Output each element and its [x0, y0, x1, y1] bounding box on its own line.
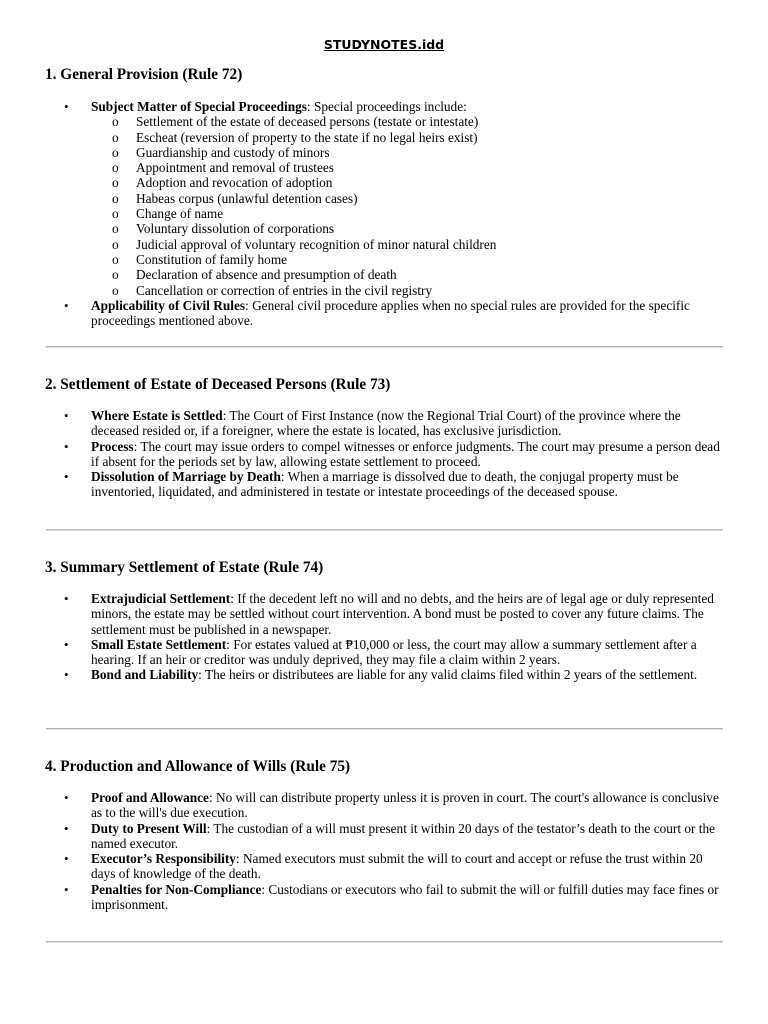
- list-item: [0, 790, 768, 821]
- sub-list-item: [91, 160, 722, 175]
- list-item: [0, 591, 768, 637]
- bullet-icon: •: [64, 99, 69, 114]
- list-item: [0, 637, 768, 668]
- sub-list-item: [91, 283, 722, 298]
- sub-item-text: Settlement of the estate of deceased persons (testate or intestate): [136, 114, 479, 130]
- item-text: : The court may issue orders to compel witnesses or enforce judgments. The court may presume a person dead if absent for the periods set by law, allowing estate settlement to proceed.: [91, 438, 720, 469]
- sub-list-item: [91, 191, 722, 206]
- item-label: Duty to Present Will: [91, 820, 207, 836]
- item-label: Where Estate is Settled: [91, 408, 223, 423]
- sub-item-text: Appointment and removal of trustees: [136, 160, 334, 176]
- item-label: Small Estate Settlement: [91, 636, 227, 652]
- sub-list-item: [91, 252, 722, 267]
- item-label: Extrajudicial Settlement: [91, 591, 231, 606]
- sub-item-text: Escheat (reversion of property to the state if no legal heirs exist): [136, 129, 478, 145]
- list-item: [0, 298, 768, 329]
- circle-bullet-icon: o: [112, 190, 119, 206]
- bullet-list: [0, 790, 768, 912]
- item-label: Applicability of Civil Rules: [91, 297, 246, 313]
- sub-list-item: [91, 130, 722, 145]
- list-item: [0, 882, 768, 913]
- item-label: Proof and Allowance: [91, 790, 209, 805]
- item-text: : Named executors must submit the will to court and accept or refuse the trust within 20 days of knowledge of the death.: [91, 851, 703, 882]
- item-text: : Custodians or executors who fail to submit the will or fulfill duties may face fines or imprisonment.: [91, 881, 719, 913]
- sub-list-item: [91, 145, 722, 160]
- sub-item-text: Adoption and revocation of adoption: [136, 175, 333, 191]
- sub-list-item: [91, 221, 722, 236]
- item-text: : For estates valued at ₱10,000 or less, the court may allow a summary settlement after a hearing. If an heir or creditor was unduly deprived, they may file a claim within 2 years.: [91, 636, 697, 668]
- sub-item-text: Declaration of absence and presumption of death: [136, 267, 397, 283]
- item-text: : The custodian of a will must present it within 20 days of the testator’s death to the court or the named executor.: [91, 820, 715, 851]
- document-header: STUDYNOTES.idd: [323, 37, 445, 52]
- bullet-list: [0, 99, 768, 328]
- item-label: Penalties for Non-Compliance: [91, 881, 262, 897]
- circle-bullet-icon: o: [112, 206, 119, 222]
- sub-item-text: Constitution of family home: [136, 251, 288, 267]
- circle-bullet-icon: o: [112, 114, 119, 130]
- bullet-icon: •: [64, 408, 69, 423]
- section-title: 3. Summary Settlement of Estate (Rule 74): [45, 559, 324, 576]
- sub-item-text: Change of name: [136, 206, 224, 222]
- sub-list-item: [91, 237, 722, 252]
- circle-bullet-icon: o: [112, 129, 119, 145]
- item-label: Process: [91, 438, 134, 454]
- sub-item-text: Voluntary dissolution of corporations: [136, 221, 335, 237]
- list-item: [0, 99, 768, 298]
- list-item: [0, 851, 768, 882]
- sub-list: [91, 114, 722, 298]
- sub-list-item: [91, 175, 722, 190]
- bullet-icon: •: [64, 297, 69, 313]
- list-item: [0, 821, 768, 852]
- sub-item-text: Cancellation or correction of entries in the civil registry: [136, 282, 433, 298]
- section-divider: [46, 529, 723, 531]
- section-title: 2. Settlement of Estate of Deceased Persons (Rule 73): [45, 376, 391, 393]
- section-divider: [46, 941, 723, 943]
- item-label: Bond and Liability: [91, 667, 199, 683]
- bullet-icon: •: [64, 591, 69, 606]
- circle-bullet-icon: o: [112, 221, 119, 237]
- circle-bullet-icon: o: [112, 144, 119, 160]
- item-text: : The heirs or distributees are liable for any valid claims filed within 2 years of the settlement.: [198, 667, 698, 683]
- circle-bullet-icon: o: [112, 251, 119, 267]
- bullet-list: [0, 408, 768, 500]
- bullet-icon: •: [64, 469, 69, 485]
- sub-list-item: [91, 206, 722, 221]
- section-title: 1. General Provision (Rule 72): [45, 66, 243, 83]
- item-label: Dissolution of Marriage by Death: [91, 469, 281, 485]
- sub-list-item: [91, 114, 722, 129]
- list-item: [0, 439, 768, 470]
- circle-bullet-icon: o: [112, 160, 119, 176]
- circle-bullet-icon: o: [112, 175, 119, 191]
- circle-bullet-icon: o: [112, 267, 119, 283]
- bullet-icon: •: [64, 820, 69, 836]
- item-label: Executor’s Responsibility: [91, 851, 236, 867]
- section-divider: [46, 728, 723, 730]
- bullet-icon: •: [64, 636, 69, 652]
- list-item: [0, 469, 768, 500]
- bullet-icon: •: [64, 667, 69, 683]
- list-item: [0, 667, 768, 682]
- list-item: [0, 408, 768, 439]
- item-text: : Special proceedings include:: [306, 99, 467, 114]
- bullet-list: [0, 591, 768, 683]
- bullet-icon: •: [64, 851, 69, 867]
- bullet-icon: •: [64, 790, 69, 805]
- item-text: : When a marriage is dissolved due to death, the conjugal property must be inventoried, liquidated, and administered in testate or intestate proceedings of the deceased spouse.: [91, 469, 679, 500]
- item-text: : The Court of First Instance (now the Regional Trial Court) of the province where the deceased resided or, if a foreigner, where the estate is located, has exclusive jurisdiction.: [91, 408, 681, 439]
- sub-item-text: Habeas corpus (unlawful detention cases): [136, 190, 358, 206]
- item-text: : No will can distribute property unless it is proven in court. The court's allowance is conclusive as to the will's due execution.: [91, 790, 719, 821]
- bullet-icon: •: [64, 881, 69, 897]
- item-text: : If the decedent left no will and no debts, and the heirs are of legal age or duly represented minors, the estate may be settled without court intervention. A bond must be posted to cover any future claims. The settlement must be published in a newspaper.: [91, 591, 714, 637]
- item-label: Subject Matter of Special Proceedings: [91, 99, 307, 114]
- item-text: : General civil procedure applies when no special rules are provided for the specific proceedings mentioned above.: [91, 297, 690, 329]
- circle-bullet-icon: o: [112, 236, 119, 252]
- section-divider: [46, 346, 723, 348]
- sub-item-text: Judicial approval of voluntary recognition of minor natural children: [136, 236, 497, 252]
- bullet-icon: •: [64, 438, 69, 454]
- sub-list-item: [91, 267, 722, 282]
- sub-item-text: Guardianship and custody of minors: [136, 144, 330, 160]
- section-title: 4. Production and Allowance of Wills (Rule 75): [45, 758, 351, 775]
- circle-bullet-icon: o: [112, 282, 119, 298]
